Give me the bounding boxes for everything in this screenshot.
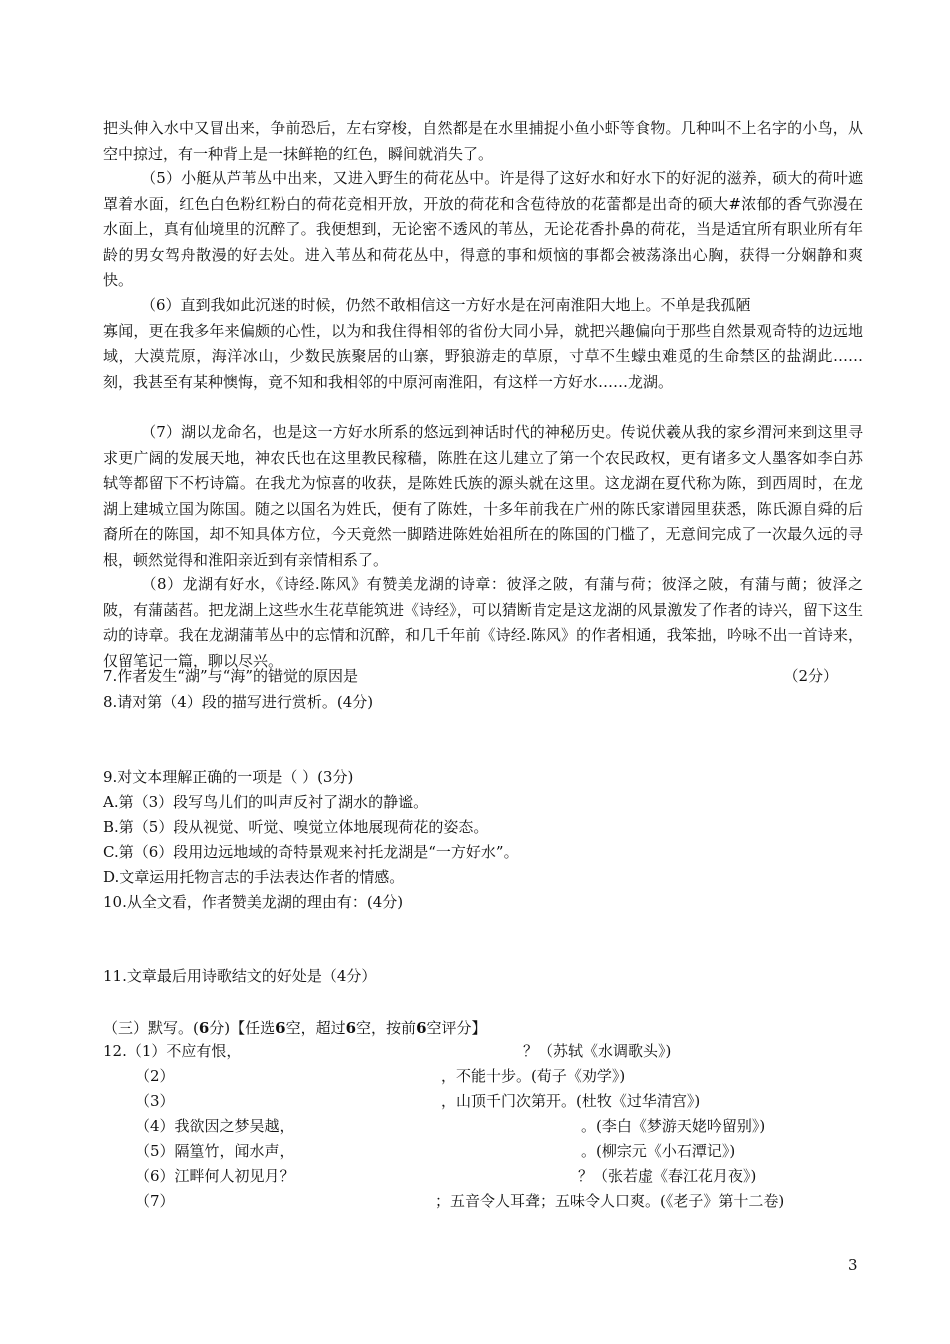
dictation-item-4 bbox=[135, 1115, 843, 1137]
dictation-item-tail: ？（苏轼《水调歌头》) bbox=[523, 1042, 672, 1060]
question-9: 9.对文本理解正确的一项是（ ）(3分) bbox=[103, 768, 354, 786]
passage-paragraph-6-line1: （6）直到我如此沉迷的时候，仍然不敢相信这一方好水是在河南淮阳大地上。不单是我孤陋 bbox=[141, 296, 751, 314]
question-7-text: 7.作者发生“湖”与“海”的错觉的原因是 bbox=[103, 667, 358, 685]
passage-paragraph-8 bbox=[103, 572, 863, 674]
dictation-header-part: 分)【任选 bbox=[209, 1019, 276, 1037]
dictation-item-tail: ；五音令人耳聋；五味令人口爽。(《老子》第十二卷) bbox=[435, 1192, 785, 1210]
dictation-item-label: （4）我欲因之梦吴越， bbox=[135, 1117, 295, 1135]
question-12-number: 12. bbox=[103, 1042, 127, 1060]
dictation-item-tail: ？（张若虚《春江花月夜》) bbox=[578, 1167, 757, 1185]
passage-paragraph-top: 把头伸入水中又冒出来，争前恐后，左右穿梭，自然都是在水里捕捉小鱼小虾等食物。几种叫不上名字的小鸟，从空中掠过，有一种背上是一抹鲜艳的红色，瞬间就消失了。 bbox=[103, 119, 863, 163]
question-9-option-b: B.第（5）段从视觉、听觉、嗅觉立体地展现荷花的姿态。 bbox=[103, 818, 489, 836]
passage-paragraph-7 bbox=[103, 420, 863, 573]
passage-paragraph-5 bbox=[103, 166, 863, 294]
question-9-option-a: A.第（3）段写鸟儿们的叫声反衬了湖水的静谧。 bbox=[103, 793, 429, 811]
passage-paragraph-6-rest: 寡闻，更在我多年来偏颇的心性，以为和我住得相邻的省份大同小异，就把兴趣偏向于那些自然景观奇特的边远地域，大漠荒原，海洋冰山，少数民族聚居的山寨，野狼游走的草原，寸草不生蠓虫难觅的生命禁区的盐湖此……刻，我甚至有某种懊悔，竟不知和我相邻的中原河南淮阳，有这样一方好水……龙湖。 bbox=[103, 321, 863, 391]
question-11: 11.文章最后用诗歌结文的好处是（4分） bbox=[103, 967, 377, 985]
question-10: 10.从全文看，作者赞美龙湖的理由有：(4分) bbox=[103, 893, 404, 911]
passage-paragraph-8-text: （8）龙湖有好水，《诗经.陈风》有赞美龙湖的诗章：彼泽之陂，有蒲与荷；彼泽之陂，有蒲与蕳；彼泽之陂，有蒲菡萏。把龙湖上这些水生花草能筑进《诗经》，可以猜断肯定是这龙湖的风景激发了作者的诗兴，留下这生动的诗章。我在龙湖蒲苇丛中的忘情和沉醉，和几千年前《诗经.陈风》的作者相通，我笨拙，吟咏不出一首诗来，仅留笔记一篇，聊以尽兴。 bbox=[103, 575, 863, 670]
dictation-header-num: 6 bbox=[345, 1019, 357, 1037]
dictation-header-num: 6 bbox=[416, 1019, 427, 1037]
dictation-header-part: 空评分】 bbox=[426, 1019, 487, 1037]
question-7-score: （2分） bbox=[783, 667, 838, 685]
dictation-header-part: 空，按前 bbox=[356, 1019, 417, 1037]
question-8: 8.请对第（4）段的描写进行赏析。(4分) bbox=[103, 693, 374, 711]
dictation-item-label: （2） bbox=[135, 1067, 175, 1085]
dictation-item-tail: 。(柳宗元《小石潭记》) bbox=[581, 1142, 736, 1160]
dictation-item-tail: ，山顶千门次第开。(杜牧《过华清宫》) bbox=[441, 1092, 701, 1110]
dictation-item-label: （5）隔篁竹，闻水声， bbox=[135, 1142, 295, 1160]
dictation-item-3 bbox=[135, 1090, 843, 1112]
passage-paragraph-6 bbox=[103, 293, 863, 395]
dictation-item-5 bbox=[135, 1140, 843, 1162]
dictation-item-label: （7） bbox=[135, 1192, 175, 1210]
question-7 bbox=[103, 665, 838, 687]
dictation-item-label: （6）江畔何人初见月？ bbox=[135, 1167, 295, 1185]
dictation-header-num: 6 bbox=[275, 1019, 286, 1037]
question-9-option-c: C.第（6）段用边远地域的奇特景观来衬托龙湖是“一方好水”。 bbox=[103, 843, 519, 861]
dictation-item-6 bbox=[135, 1165, 843, 1187]
dictation-item-1 bbox=[103, 1040, 843, 1062]
dictation-item-label: （3） bbox=[135, 1092, 175, 1110]
dictation-item-tail: 。(李白《梦游天姥吟留别》) bbox=[581, 1117, 766, 1135]
dictation-item-tail: ，不能十步。(荀子《劝学》) bbox=[441, 1067, 626, 1085]
passage-paragraph-7-text: （7）湖以龙命名，也是这一方好水所系的悠远到神话时代的神秘历史。传说伏羲从我的家乡渭河来到这里寻求更广阔的发展天地，神农氏也在这里教民稼穑，陈胜在这儿建立了第一个农民政权，更有诸多文人墨客如李白苏轼等都留下不朽诗篇。在我尤为惊喜的收获，是陈姓氏族的源头就在这里。这龙湖在夏代称为陈，到西周时，在龙湖上建城立国为陈国。随之以国名为姓氏，便有了陈姓，十多年前我在广州的陈氏家谱园里获悉，陈氏源自舜的后裔所在的陈国，却不知具体方位，今天竟然一脚踏进陈姓始祖所在的陈国的门槛了，无意间完成了一次最久远的寻根，顿然觉得和淮阳亲近到有亲情相系了。 bbox=[103, 423, 863, 569]
dictation-item-7 bbox=[135, 1190, 843, 1212]
question-9-option-d: D.文章运用托物言志的手法表达作者的情感。 bbox=[103, 868, 405, 886]
dictation-header-part: 空，超过 bbox=[285, 1019, 346, 1037]
dictation-item-2 bbox=[135, 1065, 843, 1087]
dictation-item-label: （1）不应有恨， bbox=[126, 1042, 242, 1060]
dictation-header bbox=[103, 1017, 487, 1039]
page-number: 3 bbox=[848, 1256, 858, 1274]
dictation-header-num: 6 bbox=[198, 1019, 210, 1037]
dictation-header-part: （三）默写。( bbox=[103, 1019, 199, 1037]
passage-paragraph-5-text: （5）小艇从芦苇丛中出来，又进入野生的荷花丛中。许是得了这好水和好水下的好泥的滋养，硕大的荷叶遮罩着水面，红色白色粉红粉白的荷花竞相开放，开放的荷花和含苞待放的花蕾都是出奇的硕大#浓郁的香气弥漫在水面上，真有仙境里的沉醉了。我便想到，无论密不透风的苇丛，无论花香扑鼻的荷花，当是适宜所有职业所有年龄的男女驾舟散漫的好去处。进入苇丛和荷花丛中，得意的事和烦恼的事都会被荡涤出心胸，获得一分娴静和爽快。 bbox=[103, 169, 863, 289]
